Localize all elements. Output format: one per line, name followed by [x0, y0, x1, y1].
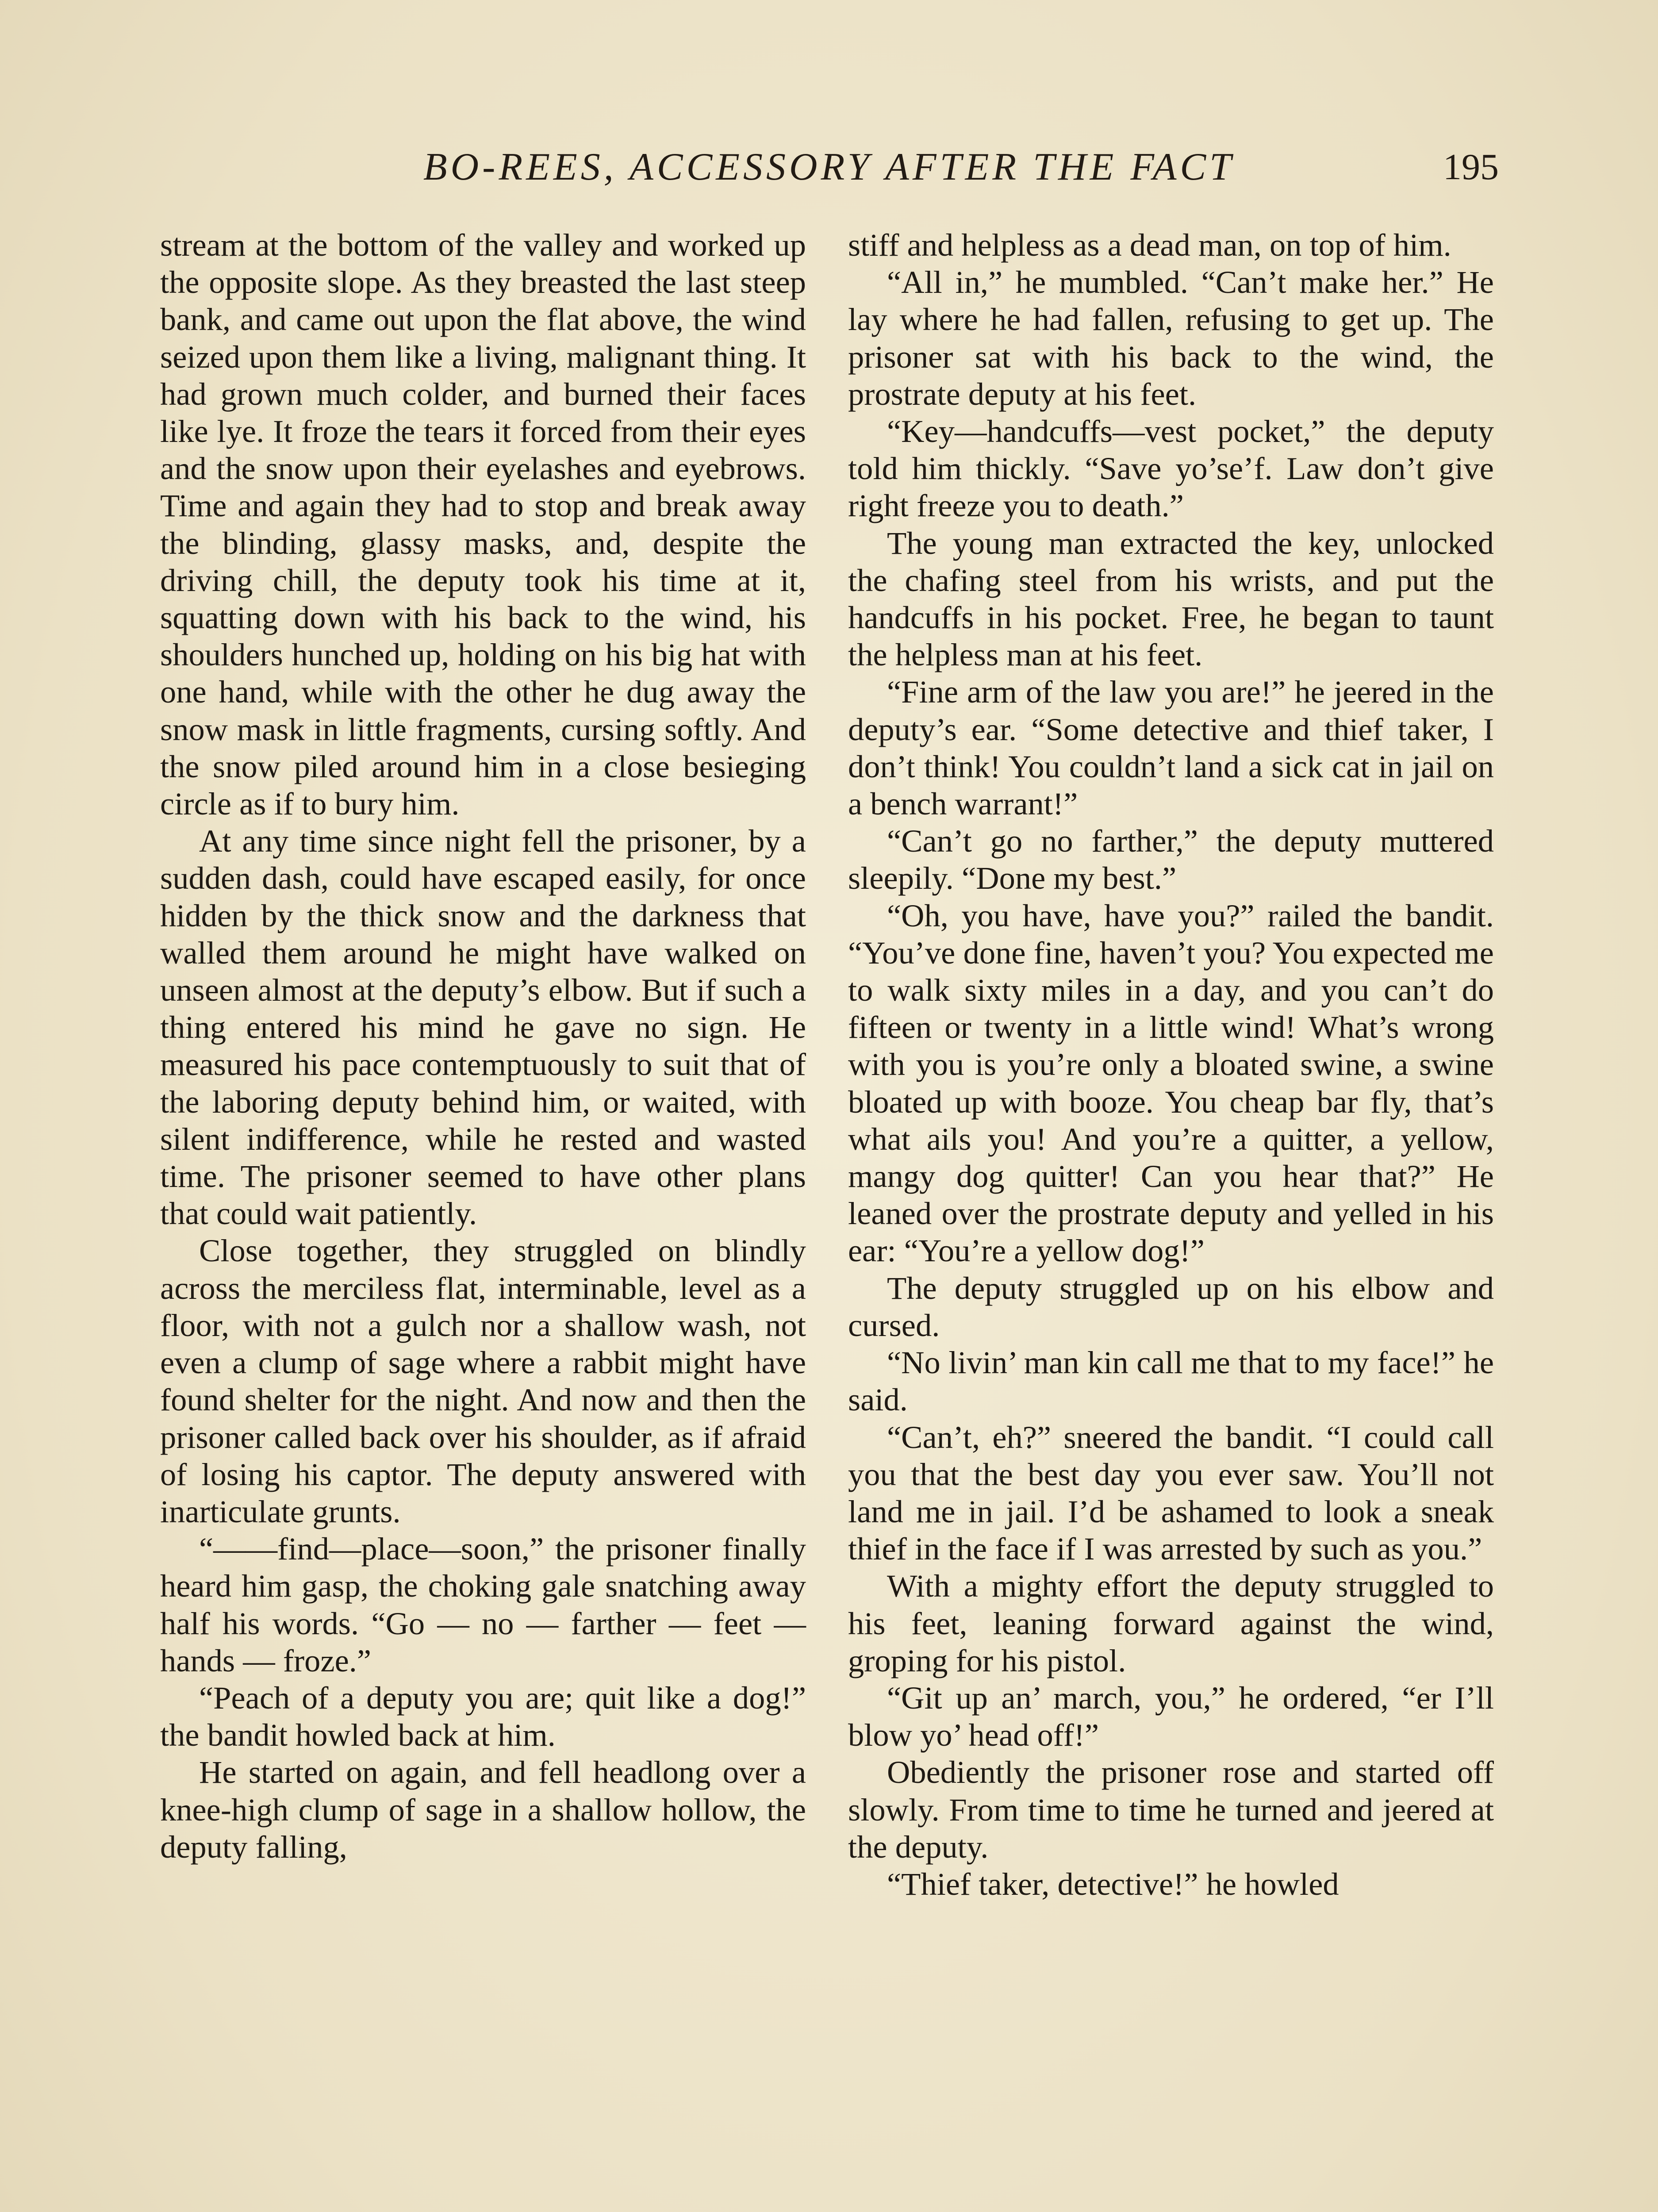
paragraph: “Oh, you have, have you?” railed the bandit. “You’ve done fine, haven’t you? You expected me to walk sixty miles in a day, and you can’t do fifteen or twenty in a little wind! What’s wrong with you is you’re only a bloated swine, a swine bloated up with booze. You cheap bar fly, that’s what ails you! And you’re a quitter, a yellow, mangy dog quitter! Can you hear that?” He leaned over the prostrate deputy and yelled in his ear: “You’re a yellow dog!”: [848, 897, 1494, 1269]
paragraph: stream at the bottom of the valley and worked up the opposite slope. As they breasted the last steep bank, and came out upon the flat above, the wind seized upon them like a living, malignant thing. It had grown much colder, and burned their faces like lye. It froze the tears it forced from their eyes and the snow upon their eyelashes and eyebrows. Time and again they had to stop and break away the blinding, glassy masks, and, despite the driving chill, the deputy took his time at it, squatting down with his back to the wind, his shoulders hunched up, holding on his big hat with one hand, while with the other he dug away the snow mask in little fragments, cursing softly. And the snow piled around him in a close besieging circle as if to bury him.: [160, 227, 806, 822]
paragraph: The deputy struggled up on his elbow and cursed.: [848, 1270, 1494, 1343]
running-title: BO-REES, ACCESSORY AFTER THE FACT: [423, 146, 1235, 188]
paragraph: Close together, they struggled on blindly across the merciless flat, interminable, level as a floor, with not a gulch nor a shallow wash, not even a clump of sage where a rabbit might have found shelter for the night. And now and then the prisoner called back over his shoulder, as if afraid of losing his captor. The deputy answered with inarticulate grunts.: [160, 1233, 806, 1529]
paragraph: “No livin’ man kin call me that to my face!” he said.: [848, 1344, 1494, 1418]
right-column: [848, 227, 1494, 1903]
paragraph: “Git up an’ march, you,” he ordered, “er I’ll blow yo’ head off!”: [848, 1679, 1494, 1753]
paragraph: “Peach of a deputy you are; quit like a dog!” the bandit howled back at him.: [160, 1679, 806, 1753]
paragraph: “Can’t, eh?” sneered the bandit. “I could call you that the best day you ever saw. You’ll not land me in jail. I’d be ashamed to look a sneak thief in the face if I was arrested by such as you.”: [848, 1419, 1494, 1567]
left-column: [160, 227, 806, 1866]
paragraph: The young man extracted the key, unlocked the chafing steel from his wrists, and put the handcuffs in his pocket. Free, he began to taunt the helpless man at his feet.: [848, 525, 1494, 673]
paragraph: “All in,” he mumbled. “Can’t make her.” He lay where he had fallen, refusing to get up. The prisoner sat with his back to the wind, the prostrate deputy at his feet.: [848, 264, 1494, 412]
paragraph: stiff and helpless as a dead man, on top of him.: [848, 227, 1451, 263]
paragraph: “Key—handcuffs—vest pocket,” the deputy told him thickly. “Save yo’se’f. Law don’t give right freeze you to death.”: [848, 413, 1494, 524]
paragraph: He started on again, and fell headlong over a knee-high clump of sage in a shallow hollow, the deputy falling,: [160, 1754, 806, 1865]
paragraph: At any time since night fell the prisoner, by a sudden dash, could have escaped easily, for once hidden by the thick snow and the darkness that walled them around he might have walked on unseen almost at the deputy’s elbow. But if such a thing entered his mind he gave no sign. He measured his pace contemptuously to suit that of the laboring deputy behind him, or waited, with silent indifference, while he rested and wasted time. The prisoner seemed to have other plans that could wait patiently.: [160, 823, 806, 1232]
paragraph: “——find—place—soon,” the prisoner finally heard him gasp, the choking gale snatching away half his words. “Go — no — farther — feet — hands — froze.”: [160, 1531, 806, 1678]
paragraph: With a mighty effort the deputy struggled to his feet, leaning forward against the wind, groping for his pistol.: [848, 1568, 1494, 1678]
paragraph: “Thief taker, detective!” he howled: [887, 1866, 1339, 1902]
paragraph: “Can’t go no farther,” the deputy muttered sleepily. “Done my best.”: [848, 823, 1494, 896]
paragraph: Obediently the prisoner rose and started off slowly. From time to time he turned and jeered at the deputy.: [848, 1754, 1494, 1865]
page-number: 195: [1443, 146, 1499, 188]
running-head: [159, 141, 1499, 194]
paragraph: “Fine arm of the law you are!” he jeered in the deputy’s ear. “Some detective and thief taker, I don’t think! You couldn’t land a sick cat in jail on a bench warrant!”: [848, 674, 1494, 822]
